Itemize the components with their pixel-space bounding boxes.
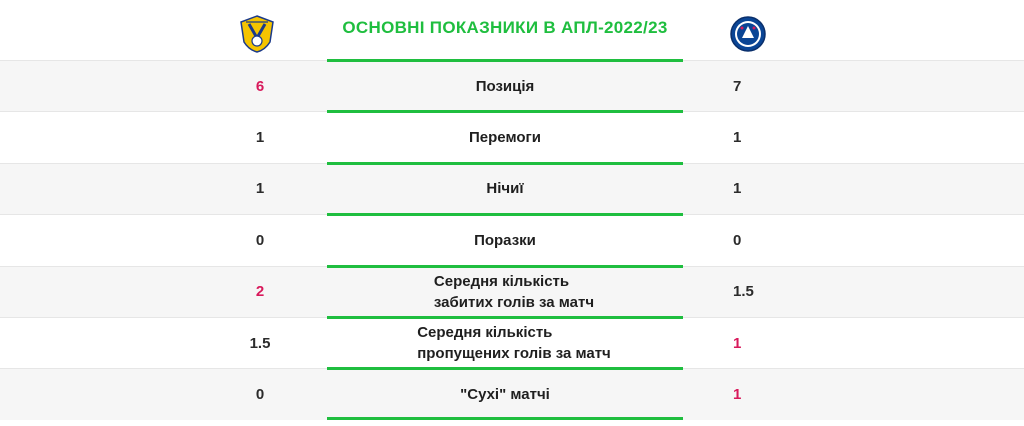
stat-label: Позиція [475,77,535,95]
right-team-value: 1.5 [733,283,754,301]
row-divider [327,417,683,420]
right-team-value: 0 [733,231,742,249]
left-team-value: 1 [255,129,265,147]
right-team-value: 1 [733,334,742,352]
left-team-value: 6 [255,77,265,95]
left-team-value: 1 [255,180,265,198]
page-title: ОСНОВНІ ПОКАЗНИКИ В АПЛ-2022/23 [342,18,668,37]
stat-label: "Сухі" матчі [460,386,550,404]
stat-label: Перемоги [469,129,541,147]
stat-label: Поразки [474,231,536,249]
table-row [0,111,1024,162]
stat-label-line2: забитих голів за матч [433,293,595,311]
stats-header [0,0,1024,60]
stat-label: Нічиї [486,180,524,198]
stat-label [327,267,683,317]
chelsea-crest-icon [728,14,768,54]
table-row [0,266,1024,317]
table-row [0,317,1024,368]
table-row [0,368,1024,419]
table-row [0,163,1024,214]
left-team-value: 1.5 [249,334,271,352]
stat-label-line1: Середня кількість [433,272,570,290]
right-team-value: 7 [733,77,742,95]
leeds-crest-icon [237,14,277,54]
right-team-value: 1 [733,386,742,404]
stat-label [327,318,683,368]
stat-label-line1: Середня кількість [417,324,553,342]
stats-table [0,60,1024,420]
table-row [0,60,1024,111]
right-team-value: 1 [733,180,742,198]
left-team-value: 0 [255,386,265,404]
table-row [0,214,1024,265]
right-team-value: 1 [733,129,742,147]
left-team-value: 0 [255,231,265,249]
stat-label-line2: пропущених голів за матч [417,345,611,363]
left-team-value: 2 [255,283,265,301]
